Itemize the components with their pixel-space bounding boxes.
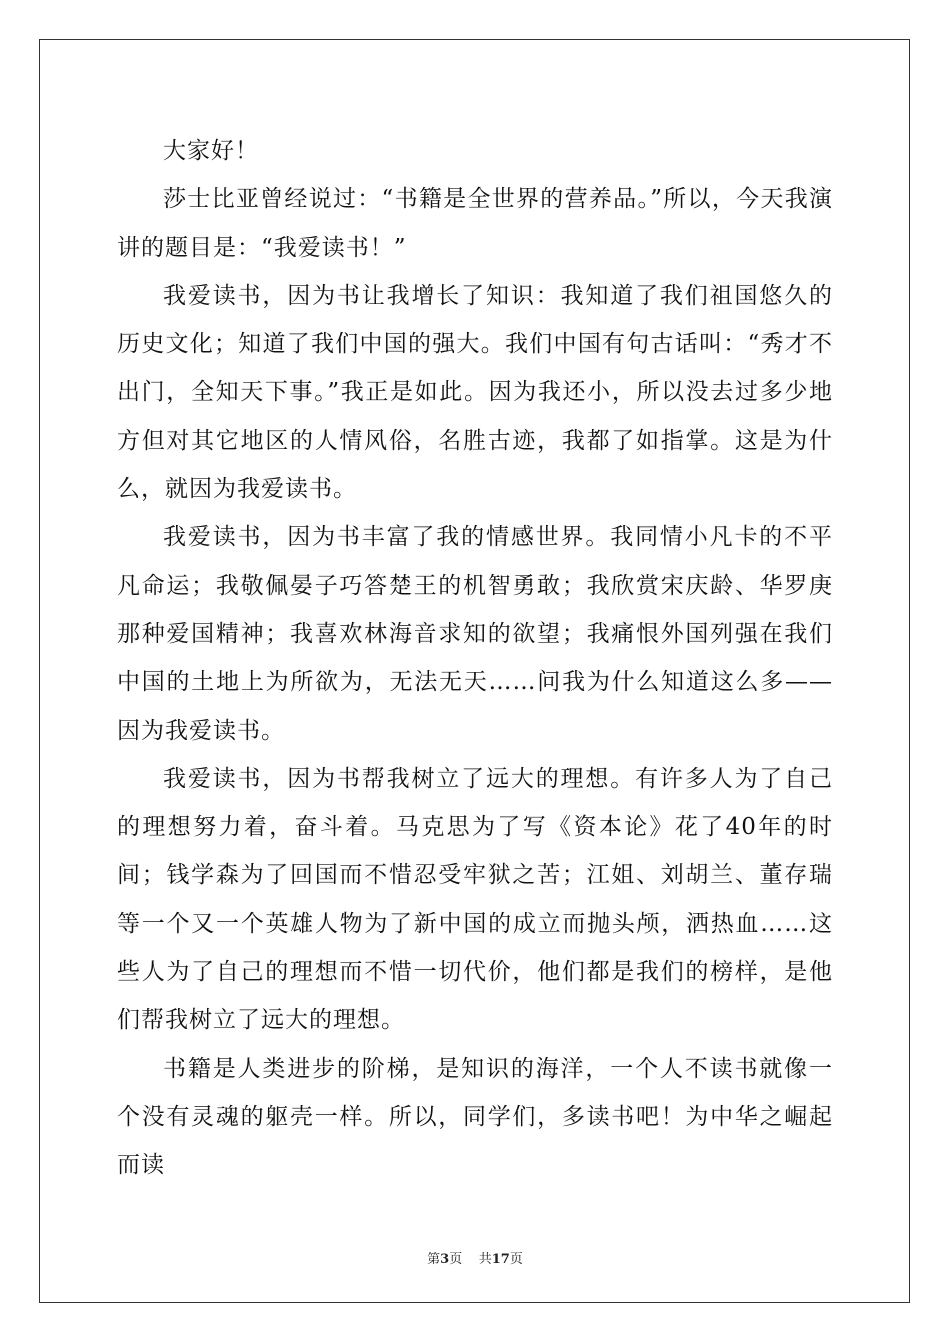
paragraph-greeting: 大家好！ xyxy=(163,138,259,164)
document-body xyxy=(117,127,833,1190)
page-prefix: 第 xyxy=(427,1252,441,1267)
paragraph-knowledge: 我爱读书，因为书让我增长了知识：我知道了我们祖国悠久的历史文化；知道了我们中国的强大。我们中国有句古话叫：“秀才不出门，全知天下事。”我正是如此。因为我还小，所以没去过多少地方但对其它地区的人情风俗，名胜古迹，我都了如指掌。这是为什么，就因为我爱读书。 xyxy=(117,282,833,503)
paragraph-intro: 莎士比亚曾经说过：“书籍是全世界的营养品。”所以，今天我演讲的题目是：“我爱读书！” xyxy=(117,186,833,261)
total-pages: 17 xyxy=(491,1252,510,1267)
total-prefix: 共 xyxy=(478,1252,492,1267)
page-number: 3 xyxy=(440,1252,450,1267)
paragraph-conclusion: 书籍是人类进步的阶梯，是知识的海洋，一个人不读书就像一个没有灵魂的躯壳一样。所以，同学们，多读书吧！为中华之崛起而读 xyxy=(117,1055,833,1179)
page-suffix: 页 xyxy=(449,1252,463,1267)
page-footer xyxy=(0,1248,950,1267)
total-suffix: 页 xyxy=(509,1252,523,1267)
paragraph-emotion: 我爱读书，因为书丰富了我的情感世界。我同情小凡卡的不平凡命运；我敬佩晏子巧答楚王的机智勇敢；我欣赏宋庆龄、华罗庚那种爱国精神；我喜欢林海音求知的欲望；我痛恨外国列强在我们中国的土地上为所欲为，无法无天……问我为什么知道这么多——因为我爱读书。 xyxy=(117,524,833,744)
paragraph-ideals: 我爱读书，因为书帮我树立了远大的理想。有许多人为了自己的理想努力着，奋斗着。马克思为了写《资本论》花了40年的时间；钱学森为了回国而不惜忍受牢狱之苦；江姐、刘胡兰、董存瑞等一个又一个英雄人物为了新中国的成立而抛头颅，洒热血……这些人为了自己的理想而不惜一切代价，他们都是我们的榜样，是他们帮我树立了远大的理想。 xyxy=(117,765,833,1034)
